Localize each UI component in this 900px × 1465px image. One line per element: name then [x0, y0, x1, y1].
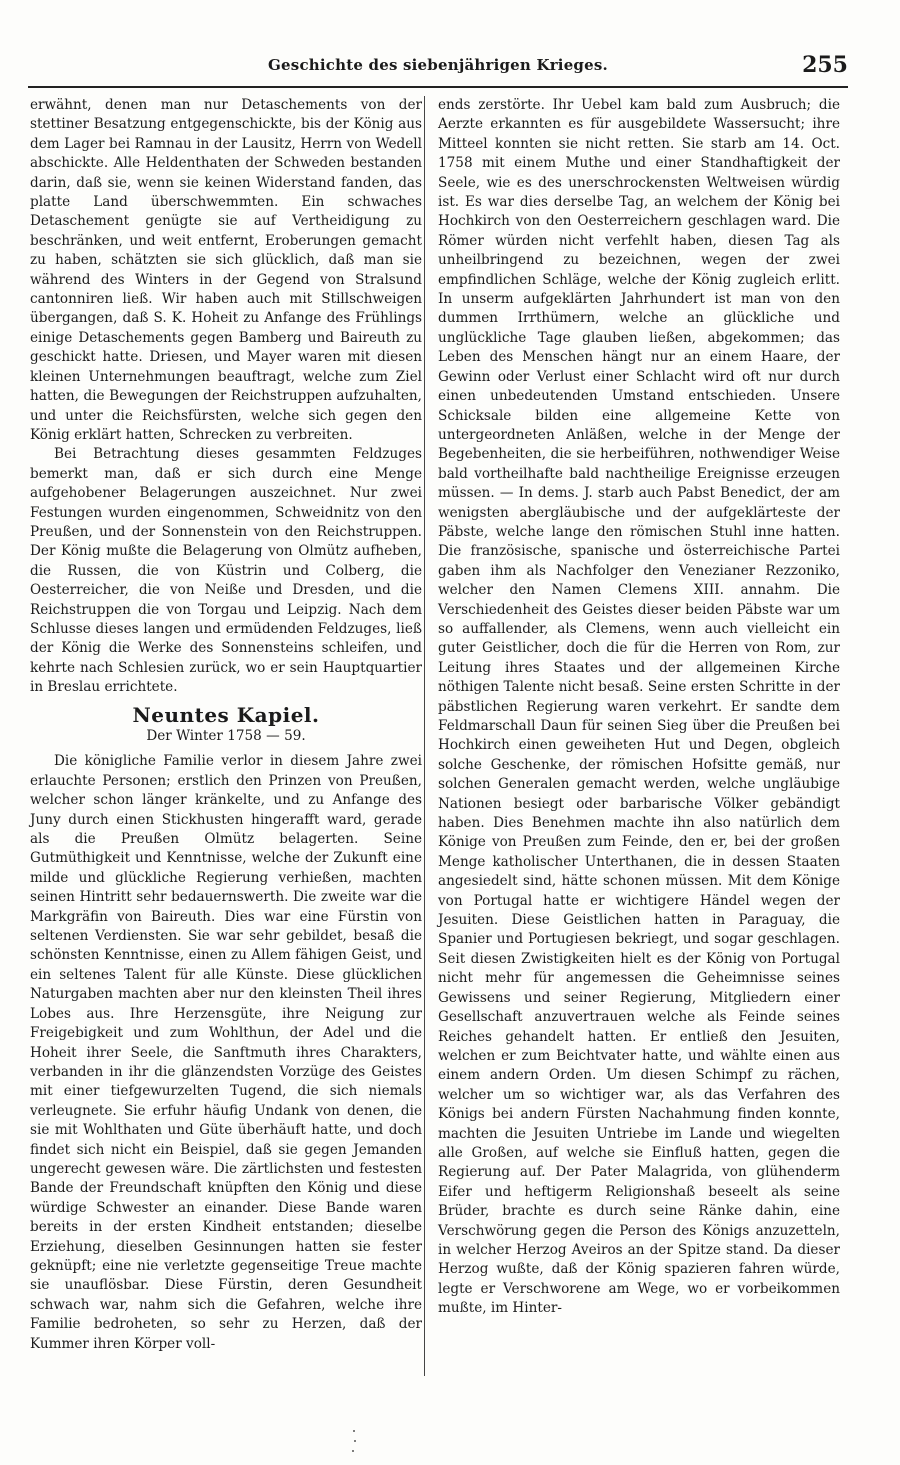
left-paragraph-2: Bei Betrachtung dieses gesammten Feldzuges bemerkt man, daß er sich durch eine Menge aufgehobener Belagerungen auszeichnet. Nur zwei Festungen wurden eingenommen, Schweidnitz von den Preußen, und der Sonnenstein von den Reichstruppen. Der König mußte die Belagerung von Olmütz aufheben, die Russen, die von Küstrin und Colberg, die Oesterreicher, die von Neiße und Dresden, und die Reichstruppen die von Torgau und Leipzig. Nach dem Schlusse dieses langen und ermüdenden Feldzuges, ließ der König die Werke des Sonnensteins schleifen, und kehrte nach Schlesien zurück, wo er sein Hauptquartier in Breslau errichtete. — [30, 446, 422, 696]
speck — [352, 1450, 354, 1452]
left-paragraph-3: Die königliche Familie verlor in diesem Jahre zwei erlauchte Personen; erstlich den Prinzen von Preußen, welcher schon länger kränkelte, und zu Anfange des Juny durch einen Stickhusten hingerafft ward, gerade als die Preußen Olmütz belagerten. Seine Gutmüthigkeit und Kenntnisse, welche der Zukunft eine milde und glückliche Regierung verhießen, machten seinen Hintritt sehr bedauernswerth. Die zweite war die Markgräfin von Baireuth. Dies war eine Fürstin von seltenen Verdiensten. Sie war sehr gebildet, besaß die schönsten Kenntnisse, einen zu Allem fähigen Geist, und ein seltenes Talent für alle Künste. Diese glücklichen Naturgaben machten aber nur den kleinsten Theil ihres Lobes aus. Ihre Herzensgüte, ihre Neigung zur Freigebigkeit und zum Wohlthun, der Adel und die Hoheit ihrer Seele, die Sanftmuth ihres Charakters, verbanden in ihr die glänzendsten Vorzüge des Geistes mit einer tiefgewurzelten Tugend, die sich niemals verleugnete. Sie erfuhr häufig Undank von denen, die sie mit Wohlthaten und Güte überhäuft hatte, und doch findet sich nicht ein Beispiel, daß sie gegen Jemanden ungerecht gewesen wäre. Die zärtlichsten und festesten Bande der Freundschaft knüpften den König und diese würdige Schwester an einander. Diese Bande waren bereits in der ersten Kindheit entstanden; dieselbe Erziehung, dieselben Gesinnungen hatten sie fester geknüpft; eine nie verletzte gegenseitige Treue machte sie unauflösbar. Diese Fürstin, deren Gesundheit schwach war, nahm sich die Gefahren, welche ihre Familie bedroheten, so sehr zu Herzen, daß der Kummer ihren Körper voll- — [30, 753, 422, 1352]
chapter-heading: Neuntes Kapiel. — [132, 702, 320, 727]
left-column — [30, 96, 422, 1354]
left-paragraph-1: erwähnt, denen man nur Detaschements von der stettiner Besatzung entgegenschickte, bis der König aus dem Lager bei Ramnau in der Lausitz, Herrn von Wedell abschickte. Alle Heldenthaten der Schweden bestanden darin, daß sie, wenn sie keinen Widerstand fanden, das platte Land überschwemmten. Ein schwaches Detaschement genügte sie auf Vertheidigung zu beschränken, und weit entfernt, Eroberungen gemacht zu haben, schätzten sie sich glücklich, daß man sie während des Winters in der Gegend von Stralsund cantonniren ließ. Wir haben auch mit Stillschweigen übergangen, daß S. K. Hoheit zu Anfange des Frühlings einige Detaschements gegen Bamberg und Baireuth zu geschickt hatte. Driesen, und Mayer waren mit diesen kleinen Unternehmungen beauftragt, welche zum Ziel hatten, die Bewegungen der Reichstruppen aufzuhalten, und unter die Reichsfürsten, welche sich gegen den König erklärt hatten, Schrecken zu verbreiten. — [30, 97, 422, 443]
right-paragraph-1: ends zerstörte. Ihr Uebel kam bald zum Ausbruch; die Aerzte erkannten es für ausgebildete Wassersucht; ihre Mitteel konnten sie nicht retten. Sie starb am 14. Oct. 1758 mit einem Muthe und einer Standhaftigkeit der Seele, wie es des unerschrockensten Weltweisen würdig ist. Es war dies derselbe Tag, an welchem der König bei Hochkirch von den Oesterreichern geschlagen ward. Die Römer würden nicht verfehlt haben, diesen Tag als unheilbringend zu bezeichnen, wegen der zwei empfindlichen Schläge, welche der König zugleich erlitt. In unserm aufgeklärten Jahrhundert ist man von den dummen Irrthümern, welche an glückliche und unglückliche Tage glauben ließen, abgekommen; das Leben des Menschen hängt nur an einem Haare, der Gewinn oder Verlust einer Schlacht wird oft nur durch einen unbedeutenden Umstand entschieden. Unsere Schicksale bilden eine allgemeine Kette von untergeordneten Anläßen, welche in der Menge der Begebenheiten, die sie herbeiführen, nothwendiger Weise bald vortheilhafte bald nachtheilige Ereignisse erzeugen müssen. — In dems. J. starb auch Pabst Benedict, der am wenigsten abergläubische und der aufgeklärteste der Päbste, welche lange den römischen Stuhl inne hatten. Die französische, spanische und österreichische Partei gaben ihm als Nachfolger den Venezianer Rezzoniko, welcher den Namen Clemens XIII. annahm. Die Verschiedenheit des Geistes dieser beiden Päbste war um so auffallender, als Clemens, wenn auch vielleicht ein guter Geistlicher, doch die für die Herren von Rom, zur Leitung ihres Staates und der allgemeinen Kirche nöthigen Talente nicht besaß. Seine ersten Schritte in der päbstlichen Regierung waren verkehrt. Er sandte dem Feldmarschall Daun für seinen Sieg über die Preußen bei Hochkirch einen geweiheten Hut und Degen, obgleich solche Geschenke, der römischen Hofsitte gemäß, nur solchen Generalen gemacht werden, welche ungläubige Nationen besiegt oder barbarische Völker gebändigt haben. Dies Benehmen machte ihn also natürlich dem Könige von Preußen zum Feinde, den er, bei der großen Menge katholischer Unterthanen, die in dessen Staaten angesiedelt sind, hätte schonen müssen. Mit dem Könige von Portugal hatte er wichtigere Händel wegen der Jesuiten. Diese Geistlichen hatten in Paraguay, die Spanier und Portugiesen bekriegt, und sogar geschlagen. Seit diesen Zwistigkeiten hielt es der König von Portugal nicht mehr für angemessen die Geheimnisse seines Gewissens und seiner Regierung, Mitgliedern einer Gesellschaft anzuvertrauen welche als Feinde seines Reiches gehandelt hatten. Er entließ den Jesuiten, welchen er zum Beichtvater hatte, und wählte einen aus einem andern Orden. Um diesen Schimpf zu rächen, welcher um so wichtiger war, als das Verfahren des Königs bei andern Fürsten Nachahmung finden konnte, machten die Jesuiten Untriebe im Lande und wiegelten alle Großen, auf welche sie Einfluß hatten, gegen die Regierung auf. Der Pater Malagrida, von glühenderm Eifer und heftigerm Religionshaß beseelt als seine Brüder, brachte es durch seine Ränke dahin, eine Verschwörung gegen die Person des Königs anzuzetteln, in welcher Herzog Aveiros an der Spitze stand. Da dieser Herzog wußte, daß der König spazieren fahren würde, legte er Verschworene am Wege, wo er vorbeikommen mußte, im Hinter- — [438, 97, 840, 1317]
chapter-subtitle: Der Winter 1758 — 59. — [146, 728, 306, 744]
running-header — [28, 46, 848, 88]
speck — [353, 1430, 355, 1432]
speck — [354, 1440, 356, 1442]
column-divider — [424, 96, 425, 1376]
right-column — [438, 96, 840, 1319]
running-title: Geschichte des siebenjährigen Krieges. — [268, 56, 608, 74]
page-number: 255 — [802, 52, 848, 78]
print-specks — [350, 1428, 360, 1458]
